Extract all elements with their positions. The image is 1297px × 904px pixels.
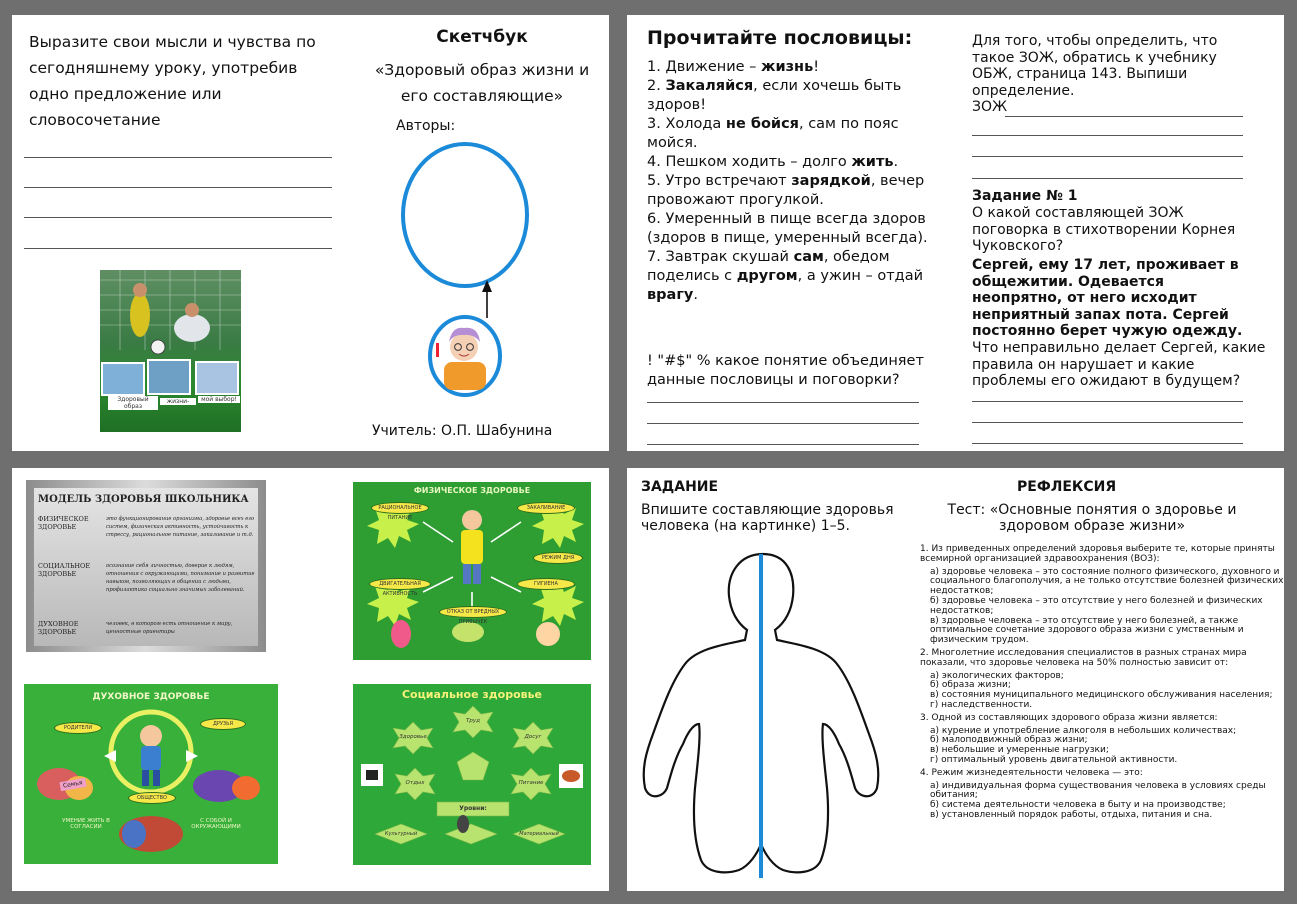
social-label: Труд <box>466 718 480 724</box>
answer-line[interactable] <box>972 178 1243 179</box>
answer-line[interactable] <box>24 217 332 218</box>
zozh-label: ЗОЖ <box>972 99 1008 115</box>
model-row-text: человек, в котором есть отношение к миру, ценностные ориентиры <box>106 621 233 635</box>
sketchbook-title: Скетчбук <box>436 27 528 47</box>
panel-cover <box>12 15 609 451</box>
badge: ГИГИЕНА <box>517 578 575 590</box>
human-body-outline <box>635 548 905 883</box>
answer-line[interactable] <box>24 248 332 249</box>
answer-option[interactable]: а) экологических факторов; <box>930 670 1064 681</box>
friends-icon <box>193 770 260 802</box>
badge: ОБЩЕСТВО <box>128 792 176 804</box>
answer-option[interactable]: а) курение и употребление алкоголя в небольших количествах; <box>930 725 1237 736</box>
social-label: Культурный <box>384 831 418 837</box>
social-label: Досуг <box>524 734 542 740</box>
proverbs-title: Прочитайте пословицы: <box>647 27 913 49</box>
answer-line[interactable] <box>972 422 1243 423</box>
slide-health-model <box>26 480 266 652</box>
panel-reflection <box>627 468 1284 891</box>
sports-photo <box>100 270 241 432</box>
test-title: Тест: «Основные понятия о здоровье и здоровом образе жизни» <box>947 502 1237 534</box>
social-label: Здоровье <box>399 734 427 740</box>
badge: ДРУЗЬЯ <box>200 718 246 730</box>
panel-proverbs <box>627 15 1284 451</box>
task-question-end: Что неправильно делает Сергей, какие правила он нарушает и какие проблемы его ожидают в будущем? <box>972 340 1266 389</box>
social-label: Материальный <box>519 831 559 837</box>
spiritual-health-diagram <box>24 684 278 864</box>
slide-title: ФИЗИЧЕСКОЕ ЗДОРОВЬЕ <box>413 486 531 495</box>
slide-title: ДУХОВНОЕ ЗДОРОВЬЕ <box>92 692 210 702</box>
slide-title: Социальное здоровье <box>401 688 542 701</box>
question-text: 2. Многолетние исследования специалистов в разных странах мира показали, что здоровье человека на 50% полностью зависит от: <box>920 647 1247 668</box>
answer-line[interactable] <box>972 156 1243 157</box>
model-title: МОДЕЛЬ ЗДОРОВЬЯ ШКОЛЬНИКА <box>38 494 249 505</box>
badge: ОТКАЗ ОТ ВРЕДНЫХ ПРИВЫЧЕК <box>439 606 507 618</box>
badge: ДВИГАТЕЛЬНАЯ АКТИВНОСТЬ <box>369 578 431 590</box>
boy-figure-icon <box>461 510 483 584</box>
slide-physical-health <box>353 482 591 660</box>
reflection-title: РЕФЛЕКСИЯ <box>1017 479 1117 495</box>
photo-caption: мой выбор! <box>198 396 240 403</box>
society-icon <box>119 816 183 852</box>
question-text: 4. Режим жизнедеятельности человека — это: <box>920 767 1143 778</box>
badge: РЕЖИМ ДНЯ <box>533 552 583 564</box>
answer-option[interactable]: б) образа жизни; <box>930 680 1011 691</box>
question-text: 1. Из приведенных определений здоровья выберите те, которые приняты всемирной организацией здравоохранения (ВОЗ): <box>920 544 1275 564</box>
proverb-item: 5. Утро встречают зарядкой, вечер провожают прогулкой. <box>647 173 925 208</box>
large-circle <box>403 144 527 286</box>
question-text: 3. Одной из составляющих здорового образа жизни является: <box>920 712 1218 723</box>
answer-option[interactable]: а) индивидуальная форма существования человека в условиях среды обитания; <box>930 780 1266 801</box>
proverb-item: 1. Движение – жизнь! <box>647 59 820 75</box>
badge: РОДИТЕЛИ <box>54 722 102 734</box>
proverbs-question: ! "#$" % какое понятие объединяет данные пословицы и поговорки? <box>647 353 924 388</box>
task-text: Впишите составляющие здоровья человека (на картинке) 1–5. <box>641 502 894 534</box>
proverbs-list <box>647 58 947 305</box>
model-row-text: это функционирование организма, здоровье всех его систем, физическая активность, устойчивость к стрессу, рациональное питание, закаливание и т.д. <box>106 516 255 538</box>
task-title: ЗАДАНИЕ <box>641 479 719 495</box>
social-label: Питание <box>518 780 544 786</box>
model-row-label: ДУХОВНОЕ ЗДОРОВЬЕ <box>38 620 79 636</box>
proverb-item: 7. Завтрак скушай сам, обедом поделись с другом, а ужин – отдай врагу. <box>647 249 924 303</box>
answer-option[interactable]: в) небольшие и умеренные нагрузки; <box>930 745 1109 756</box>
answer-option[interactable]: в) состояния муниципального медицинского обслуживания населения; <box>930 690 1273 701</box>
sketchbook-subtitle: «Здоровый образ жизни и его составляющие» <box>374 61 590 105</box>
social-label: Отдых <box>405 780 425 786</box>
answer-line[interactable] <box>972 443 1243 444</box>
social-levels-label: Уровни: <box>459 805 487 812</box>
social-health-diagram <box>353 684 591 865</box>
family-sign: Семья <box>59 778 86 791</box>
panel-health-slides <box>12 468 609 891</box>
proverb-item: 6. Умеренный в пище всегда здоров (здоров в пище, умеренный всегда). <box>647 211 928 246</box>
answer-line[interactable] <box>647 402 919 403</box>
definition-instruction: Для того, чтобы определить, что такое ЗОЖ, обратись к учебнику ОБЖ, страница 143. Выпиши определение. <box>972 33 1218 99</box>
answer-option[interactable]: б) система деятельности человека в быту и на производстве; <box>930 800 1226 811</box>
slide-note: УМЕНИЕ ЖИТЬ В СОГЛАСИИ <box>62 818 110 830</box>
answer-option[interactable]: г) оптимальный уровень двигательной активности. <box>930 754 1178 765</box>
badge: ЗАКАЛИВАНИЕ <box>517 502 575 514</box>
answer-line[interactable] <box>972 401 1243 402</box>
child-figure-icon <box>140 725 162 786</box>
answer-line[interactable] <box>24 157 332 158</box>
slide-spiritual-health <box>24 684 278 864</box>
slide-social-health <box>353 684 591 865</box>
answer-option[interactable]: г) наследственности. <box>930 699 1033 710</box>
proverb-item: 2. Закаляйся, если хочешь быть здоров! <box>647 78 902 113</box>
teacher-label: Учитель: О.П. Шабунина <box>372 423 553 439</box>
answer-line[interactable] <box>24 187 332 188</box>
task-question: О какой составляющей ЗОЖ поговорка в стихотворении Корнея Чуковского? <box>972 205 1236 254</box>
model-row-label: СОЦИАЛЬНОЕ ЗДОРОВЬЕ <box>38 562 91 578</box>
answer-option[interactable]: б) малоподвижный образ жизни; <box>930 735 1088 746</box>
model-row-text: осознание себя личностью, доверие к людям, отношения с окружающими, понимание и развитие навыков, позволяющих в общении с людьми, профилактика социально значимых заболеваний. <box>106 563 255 593</box>
reflection-prompt: Выразите свои мысли и чувства по сегодняшнему уроку, употребив одно предложение или словосочетание <box>29 33 316 129</box>
authors-label: Авторы: <box>396 118 456 134</box>
answer-line[interactable] <box>647 444 919 445</box>
answer-option[interactable]: в) здоровье человека – это отсутствие у него болезней, а также оптимальное сочетание здорового образа жизни с умственным и физическим трудом. <box>930 615 1244 646</box>
model-row-label: ФИЗИЧЕСКОЕ ЗДОРОВЬЕ <box>38 515 89 531</box>
slide-note: С СОБОЙ И ОКРУЖАЮЩИМИ <box>191 818 241 830</box>
proverb-item: 3. Холода не бойся, сам по пояс мойся. <box>647 116 899 151</box>
sketch-diagram <box>392 140 542 400</box>
answer-option[interactable]: а) здоровье человека – это состояние полного физического, духовного и социального благополучия, а не только отсутствие болезней физических недостатков; <box>930 566 1284 597</box>
answer-line[interactable] <box>1005 116 1243 117</box>
photo-caption: Здоровый образ <box>108 396 158 410</box>
answer-option[interactable]: б) здоровье человека – это отсутствие у него болезней и физических недостатков; <box>930 595 1263 616</box>
answer-line[interactable] <box>647 423 919 424</box>
answer-option[interactable]: в) установленный порядок работы, отдыха, питания и сна. <box>930 809 1213 820</box>
proverb-item: 4. Пешком ходить – долго жить. <box>647 154 899 170</box>
photo-caption: жизни- <box>160 398 196 405</box>
task-story: Сергей, ему 17 лет, проживает в общежитии. Одевается неопрятно, от него исходит неприятный запах пота. Сергей постоянно берет чужую одежду. <box>972 257 1243 339</box>
test-questions <box>920 545 1284 821</box>
task-title: Задание № 1 <box>972 188 1078 204</box>
answer-line[interactable] <box>972 135 1243 136</box>
badge: РАЦИОНАЛЬНОЕ ПИТАНИЕ <box>371 502 429 514</box>
